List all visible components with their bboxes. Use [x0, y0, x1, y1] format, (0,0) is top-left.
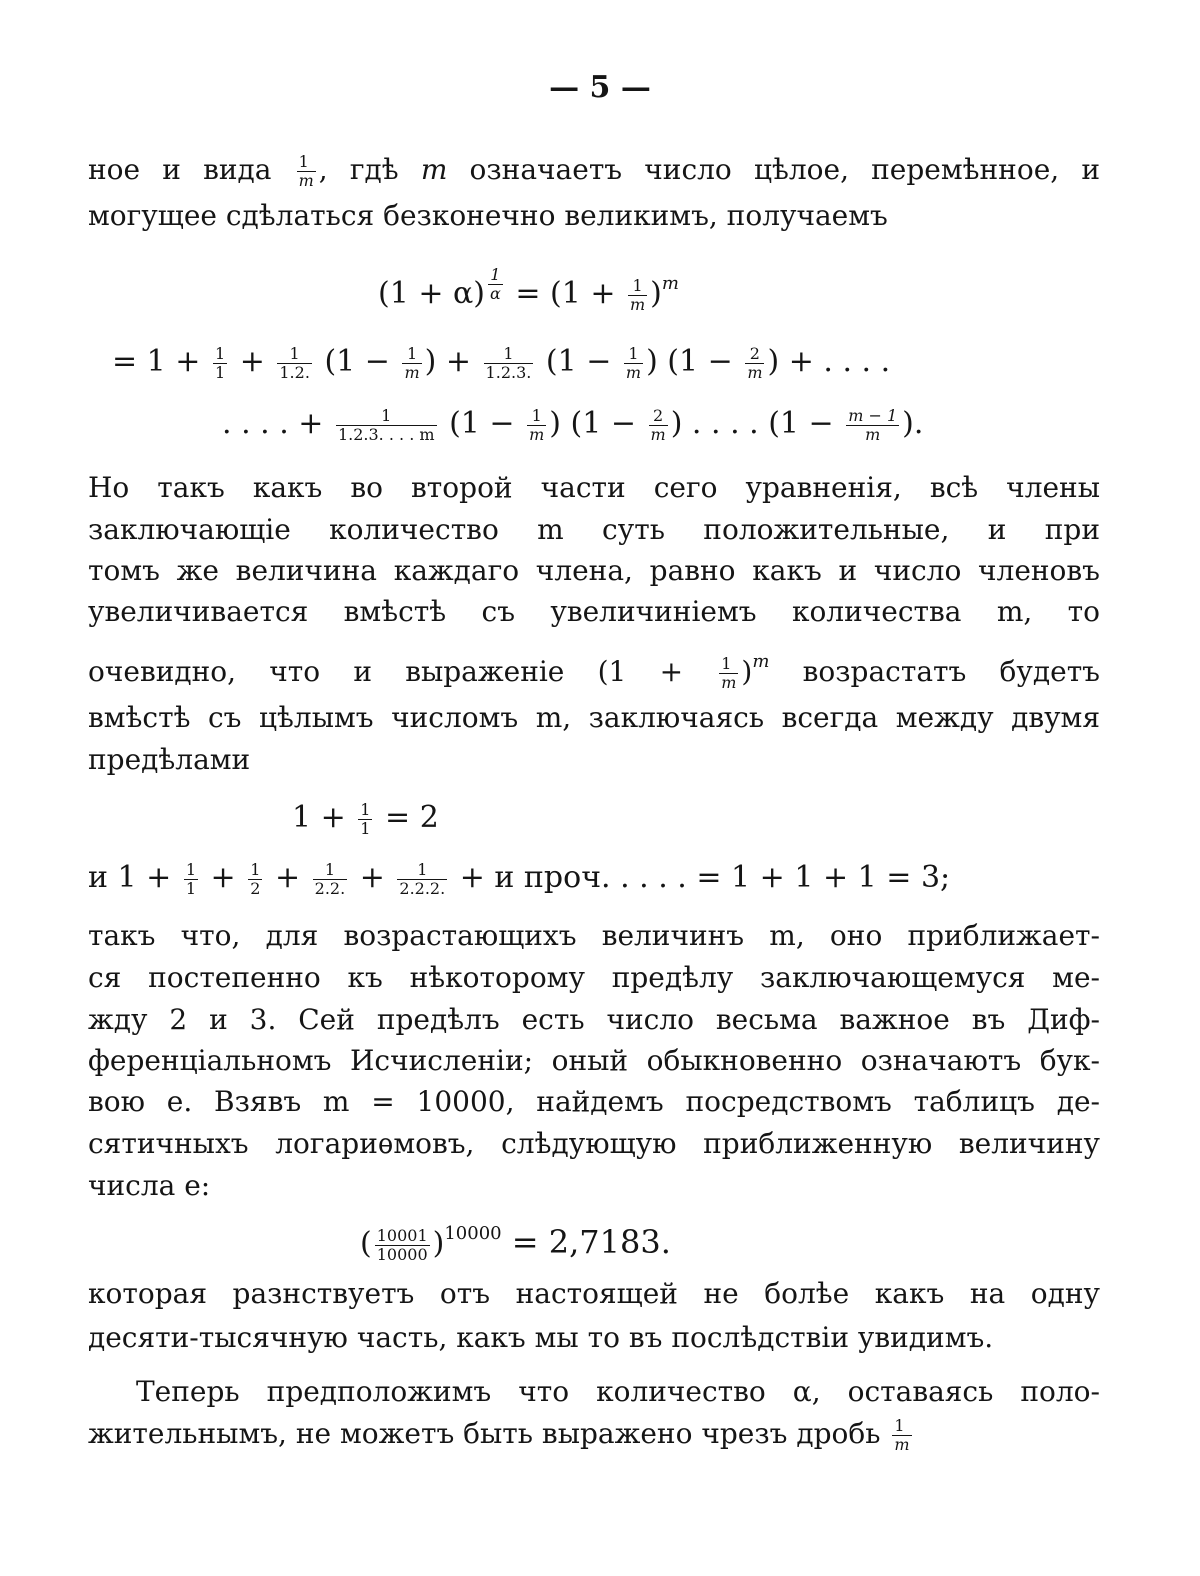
paragraph-1-line-6: вмѣстѣ съ цѣлымъ числомъ m, заключаясь всегда между двумя	[88, 701, 1100, 734]
fraction	[649, 407, 668, 444]
fraction-denominator: 2.2.2.	[399, 878, 446, 898]
page-number: — 5 —	[549, 70, 651, 105]
eq-term: ) +	[424, 344, 481, 379]
exponent-m: m	[752, 651, 770, 672]
fraction-1-over-m	[297, 153, 316, 190]
fraction-denominator: m	[747, 362, 763, 382]
fraction-numerator: 1	[313, 861, 348, 880]
paragraph-1-line-1: Но такъ какъ во второй части сего уравненія, всѣ члены	[88, 471, 1100, 504]
fraction	[527, 407, 546, 444]
fraction-numerator: 1	[336, 407, 437, 426]
fraction-numerator: 1	[624, 345, 643, 364]
eq-lhs: (1 + α)	[378, 276, 485, 311]
fraction-denominator: 1.2.	[279, 362, 310, 382]
fraction-denominator: m	[625, 362, 642, 382]
text-segment: возрастатъ будетъ	[769, 655, 1100, 688]
fraction	[402, 345, 421, 382]
fraction-numerator: 1	[214, 343, 226, 363]
fraction-denominator: 2	[250, 878, 261, 898]
fraction-numerator: 10001	[376, 1225, 428, 1245]
eq-term: +	[265, 860, 310, 895]
eq-term: +	[230, 344, 275, 379]
fraction	[358, 801, 372, 838]
eq-term: 1 +	[292, 800, 356, 835]
fraction-numerator: 1	[527, 407, 546, 426]
eq-close: )	[650, 276, 662, 311]
fraction-denominator: m	[865, 424, 881, 444]
fraction-denominator: α	[489, 283, 501, 303]
eq-term: и 1 +	[88, 860, 181, 895]
eq-term: (1 −	[536, 344, 621, 379]
fraction-1-over-alpha	[488, 266, 503, 303]
fraction-denominator: 1.2.3.	[485, 362, 532, 382]
eq-term: (1 −	[314, 344, 400, 379]
fraction-10001-over-10000	[375, 1227, 430, 1264]
text-line-1	[88, 150, 1100, 190]
fraction	[277, 345, 312, 382]
text-segment: очевидно, что и выраженіе	[88, 655, 598, 688]
equation-row-3	[222, 402, 923, 446]
paragraph-2-line-5: вою e. Взявъ m = 10000, найдемъ посредствомъ таблицъ де-	[88, 1085, 1100, 1118]
text-segment: означаетъ число цѣлое, перемѣнное, и	[447, 153, 1101, 186]
fraction-numerator: 1	[488, 266, 503, 285]
fraction-denominator: 1	[185, 878, 197, 898]
paragraph-4-line-1: Теперь предположимъ что количество α, оставаясь поло-	[136, 1375, 1100, 1408]
fraction-denominator: 2.2.	[314, 878, 346, 898]
fraction-1-over-m	[719, 655, 738, 692]
fraction-denominator: 1	[360, 818, 371, 838]
eq-term: = 1 +	[112, 344, 210, 379]
fraction-numerator: 1	[360, 799, 371, 819]
eq-term: )	[432, 1226, 445, 1261]
fraction-denominator: m	[721, 673, 737, 692]
fraction	[745, 345, 764, 382]
paragraph-2-line-4: ференціальномъ Исчисленіи; оный обыкновенно означаютъ бук-	[88, 1044, 1100, 1077]
paragraph-2-line-6: сятичныхъ логариѳмовъ, слѣдующую приближенную величину	[88, 1127, 1100, 1160]
fraction-numerator: 1	[297, 153, 316, 172]
e-result: = 2,7183.	[501, 1223, 671, 1261]
eq-term: ).	[902, 406, 924, 441]
fraction-denominator: m	[404, 362, 420, 382]
fraction	[484, 345, 534, 382]
variable-m: m	[420, 153, 448, 186]
fraction	[336, 407, 437, 444]
e-approximation	[360, 1212, 671, 1266]
fraction-numerator: 1	[277, 345, 312, 364]
paragraph-2-line-3: жду 2 и 3. Сей предѣлъ есть число весьма важное въ Диф-	[88, 1003, 1100, 1036]
fraction	[313, 861, 348, 898]
fraction-numerator: 1	[185, 859, 197, 879]
fraction-numerator: 1	[719, 655, 738, 674]
paragraph-4-line-2	[88, 1414, 1100, 1454]
limit-equation-1	[292, 796, 439, 840]
fraction-1-over-m	[892, 1417, 911, 1454]
fraction-numerator: 1	[250, 859, 261, 879]
fraction-denominator: m	[650, 424, 666, 444]
fraction-denominator: 1.2.3. . . . m	[337, 424, 435, 444]
fraction-denominator: m	[529, 424, 545, 444]
eq-term: ) . . . . (1 −	[670, 406, 844, 441]
fraction-numerator: 1	[484, 345, 534, 364]
fraction-numerator: 1	[397, 861, 447, 880]
fraction	[184, 861, 198, 898]
fraction-numerator: 1	[628, 277, 647, 296]
paragraph-2-line-2: ся постепенно къ нѣкоторому предѣлу заключающемуся ме-	[88, 961, 1100, 994]
paragraph-1-line-3: томъ же величина каждаго члена, равно какъ и число членовъ	[88, 554, 1100, 587]
eq-term: ) + . . . .	[767, 344, 891, 379]
eq-term: (1 −	[439, 406, 525, 441]
fraction-numerator: m − 1	[848, 405, 898, 425]
paragraph-3-line-2: десяти-тысячную часть, какъ мы то въ послѣдствіи увидимъ.	[88, 1321, 994, 1354]
fraction	[846, 407, 899, 444]
fraction-numerator: 2	[745, 345, 764, 364]
paragraph-1-line-5	[88, 642, 1100, 692]
text-segment: жительнымъ, не можетъ быть выражено чрезъ дробь	[88, 1417, 890, 1450]
paragraph-1-line-2: заключающіе количество m суть положительные, и при	[88, 513, 1100, 546]
fraction-1-over-m	[628, 277, 647, 314]
paragraph-2-line-7: числа e:	[88, 1169, 211, 1202]
eq-exponent-m: m	[661, 273, 679, 294]
fraction	[397, 861, 447, 898]
fraction-numerator: 2	[649, 407, 668, 426]
fraction-denominator: m	[298, 171, 314, 190]
fraction	[248, 861, 262, 898]
fraction-denominator: 1	[214, 362, 226, 382]
fraction	[624, 345, 643, 382]
paragraph-1-line-4: увеличивается вмѣстѣ съ увеличиніемъ количества m, то	[88, 595, 1100, 628]
eq-term: ) (1 −	[646, 344, 743, 379]
paragraph-2-line-1: такъ что, для возрастающихъ величинъ m, оно приближает-	[88, 919, 1100, 952]
text-line-2: могущее сдѣлаться безконечно великимъ, получаемъ	[88, 199, 888, 232]
limit-equation-2	[88, 856, 950, 900]
text-segment: ное и вида	[88, 153, 294, 186]
inline-expression: (1 + $\frac{1}{m}$ )$^m$	[597, 651, 770, 692]
exponent-10000: 10000	[444, 1223, 502, 1244]
paragraph-1-line-7: предѣлами	[88, 743, 251, 776]
eq-term: = 2	[375, 800, 439, 835]
fraction-denominator: 10000	[376, 1244, 428, 1264]
text-segment: , гдѣ	[318, 153, 421, 186]
eq-term: +	[350, 860, 395, 895]
eq-term: +	[201, 860, 246, 895]
eq-exponent	[485, 264, 506, 303]
equation-row-1	[378, 262, 679, 316]
eq-term: + и проч. . . . . = 1 + 1 + 1 = 3;	[450, 860, 951, 895]
eq-term: (	[360, 1226, 372, 1261]
eq-term: . . . . +	[222, 406, 333, 441]
fraction	[213, 345, 227, 382]
equation-row-2	[112, 340, 890, 384]
fraction-denominator: m	[630, 294, 646, 314]
eq-mid: = (1 +	[505, 276, 625, 311]
fraction-denominator: m	[894, 1435, 910, 1454]
fraction-numerator: 1	[402, 345, 421, 364]
eq-term: ) (1 −	[549, 406, 646, 441]
fraction-numerator: 1	[892, 1417, 911, 1436]
paragraph-3-line-1: которая разнствуетъ отъ настоящей не болѣе какъ на одну	[88, 1277, 1100, 1310]
